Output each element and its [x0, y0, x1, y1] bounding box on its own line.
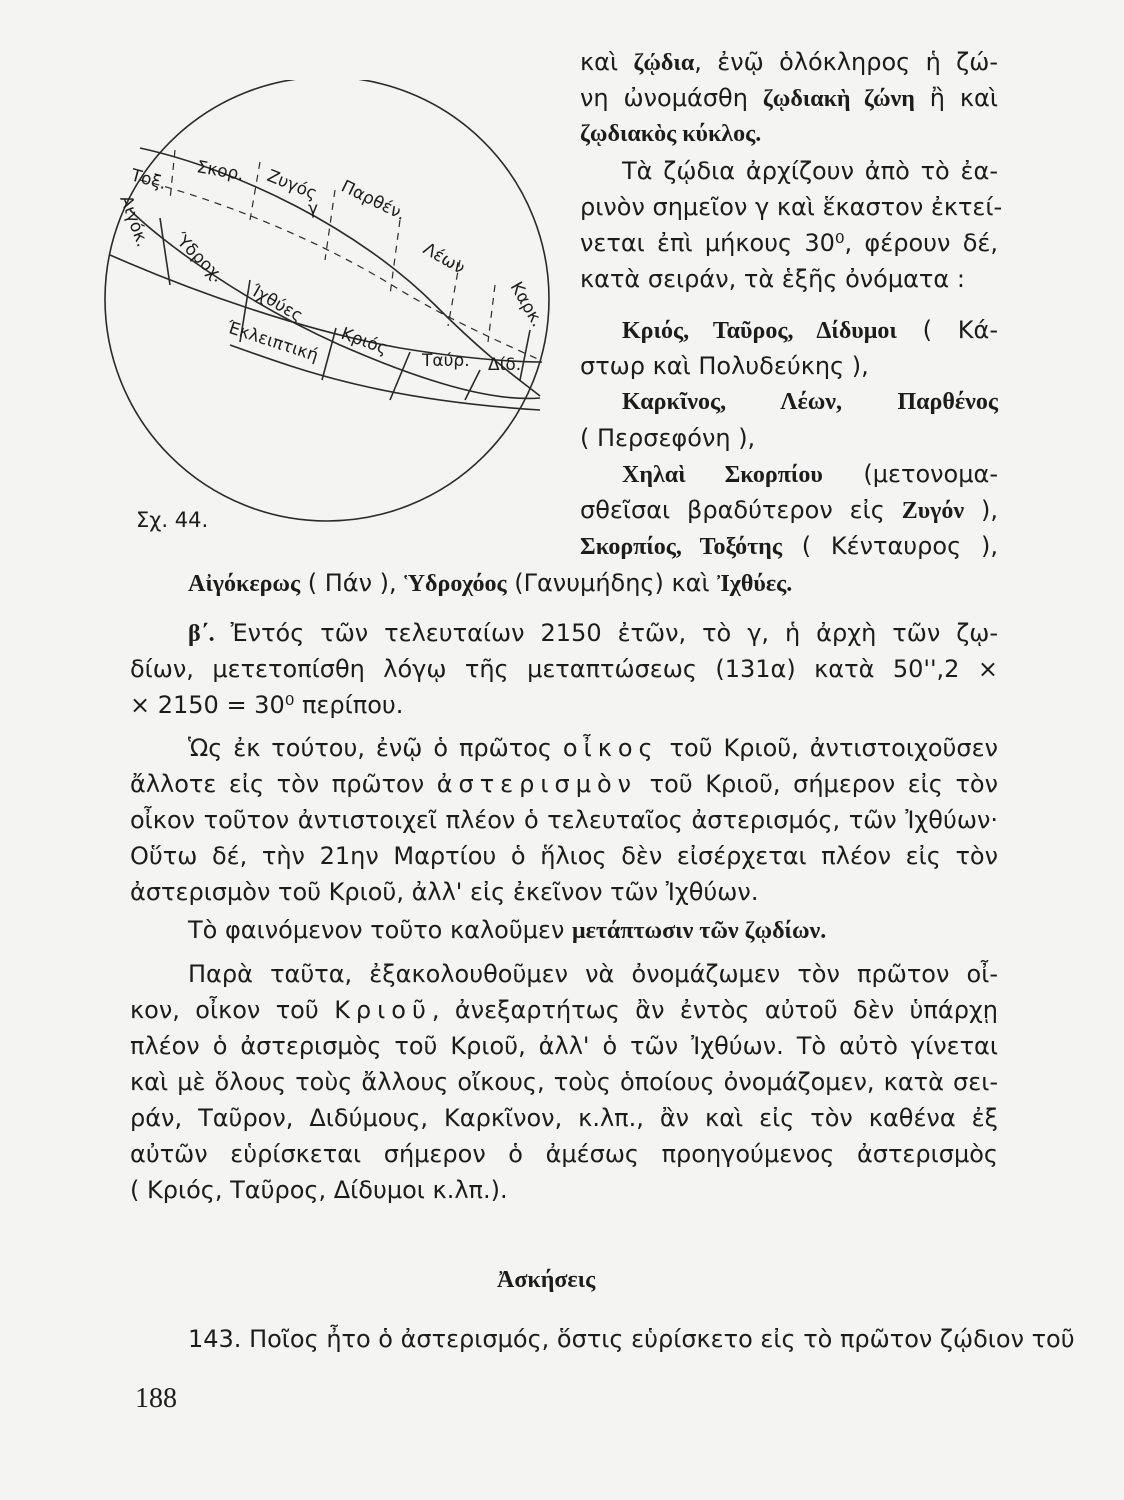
- band-divider: [520, 330, 530, 380]
- text-line: Καρκῖνος, Λέων, Παρθένος: [622, 389, 998, 415]
- band-divider: [160, 218, 170, 285]
- label-skorpios: Σκορ.: [195, 157, 246, 186]
- text-line: καὶ μὲ ὅλους τοὺς ἄλλους οἴκους, τοὺς ὁποίους ὀνομάζομεν, κατὰ σει-: [130, 1068, 998, 1096]
- label-toxotis: Τοξ.: [128, 165, 169, 195]
- label-ydrochoos: Ύδροχ.: [170, 229, 228, 287]
- text-line: καὶ ζῴδια, ἐνῷ ὁλόκληρος ἡ ζώ-: [580, 48, 998, 76]
- text-line: Παρὰ ταῦτα, ἐξακολουθοῦμεν νὰ ὀνομάζωμεν τὸν πρῶτον οἶ-: [188, 960, 998, 988]
- label-ekleiptiki: Έκλειπτική: [224, 317, 321, 367]
- text-line: δίων, μετετοπίσθη λόγῳ τῆς μεταπτώσεως (131α) κατὰ 50'',2 ×: [130, 655, 998, 683]
- label-gamma: γ: [308, 199, 319, 219]
- text-line: Αἰγόκερως ( Πάν ), Ὑδροχόος (Γανυμήδης) καὶ Ἰχθύες.: [188, 569, 793, 597]
- text-line: Οὕτω δέ, τὴν 21ην Μαρτίου ὁ ἥλιος δὲν εἰσέρχεται πλέον εἰς τὸν: [130, 842, 998, 870]
- text-line: νεται ἐπὶ μήκους 30⁰, φέρουν δέ,: [580, 229, 998, 257]
- text-line: Κριός, Ταῦρος, Δίδυμοι ( Κά-: [622, 316, 999, 344]
- band-divider: [465, 370, 480, 400]
- zodiac-sphere-figure: [100, 80, 570, 540]
- text-line: β΄. Ἐντός τῶν τελευταίων 2150 ἐτῶν, τὸ γ, ἡ ἀρχὴ τῶν ζῳ-: [188, 619, 998, 647]
- text-line: ( Κριός, Ταῦρος, Δίδυμοι κ.λπ.).: [130, 1176, 508, 1204]
- label-leon: Λέων: [419, 239, 469, 279]
- label-parthenos: Παρθέν.: [337, 176, 409, 225]
- page-number: 188: [135, 1383, 177, 1414]
- band-divider: [322, 328, 336, 380]
- text-line: αὐτῶν εὑρίσκεται σήμερον ὁ ἀμέσως προηγούμενος ἀστερισμὸς: [130, 1140, 998, 1168]
- text-line: ( Περσεφόνη ),: [580, 424, 756, 452]
- label-karkinos: Καρκ.: [505, 278, 548, 331]
- label-krios: Κριός: [338, 323, 391, 360]
- text-line: Σκορπίος, Τοξότης ( Κένταυρος ),: [580, 532, 998, 560]
- text-line: κατὰ σειράν, τὰ ἑξῆς ὀνόματα :: [580, 265, 965, 293]
- band-divider-back: [250, 162, 260, 220]
- band-divider-back: [390, 220, 400, 295]
- text-line: Τὸ φαινόμενον τοῦτο καλοῦμεν μετάπτωσιν τῶν ζῳδίων.: [188, 916, 827, 944]
- text-line: στωρ καὶ Πολυδεύκης ),: [580, 352, 869, 380]
- text-line: σθεῖσαι βραδύτερον εἰς Ζυγόν ),: [580, 496, 998, 524]
- text-line: ράν, Ταῦρον, Διδύμους, Καρκῖνον, κ.λπ., ἂν καὶ εἰς τὸν καθένα ἐξ: [130, 1104, 998, 1132]
- text-line: ἄλλοτε εἰς τὸν πρῶτον ἀστερισμὸν τοῦ Κριοῦ, σήμερον εἰς τὸν: [130, 770, 998, 798]
- text-line: Ὡς ἐκ τούτου, ἐνῷ ὁ πρῶτος οἶκος τοῦ Κριοῦ, ἀντιστοιχοῦσεν: [188, 734, 999, 762]
- text-line: Τὰ ζῴδια ἀρχίζουν ἀπὸ τὸ ἐα-: [622, 157, 998, 185]
- celestial-sphere-outline: [105, 80, 549, 521]
- band-divider-back: [488, 285, 495, 342]
- section-heading: Ἀσκήσεις: [497, 1267, 596, 1293]
- text-line: ἀστερισμὸν τοῦ Κριοῦ, ἀλλ' εἰς ἐκεῖνον τῶν Ἰχθύων.: [130, 878, 759, 906]
- text-line: ρινὸν σημεῖον γ καὶ ἕκαστον ἐκτεί-: [580, 193, 1003, 221]
- label-didymoi: Δίδ.: [488, 355, 522, 375]
- text-line: κον, οἶκον τοῦ Κριοῦ, ἀνεξαρτήτως ἂν ἐντὸς αὐτοῦ δὲν ὑπάρχῃ: [130, 996, 998, 1024]
- text-line: νη ὠνομάσθη ζῳδιακὴ ζώνη ἢ καὶ: [580, 84, 999, 112]
- figure-caption: Σχ. 44.: [136, 508, 209, 532]
- label-aigokeros: Αιγόκ.: [115, 192, 153, 250]
- text-line: ζῳδιακὸς κύκλος.: [580, 121, 762, 147]
- exercise-item: 143. Ποῖος ἦτο ὁ ἀστερισμός, ὅστις εὑρίσκετο εἰς τὸ πρῶτον ζῴδιον τοῦ: [188, 1325, 1075, 1353]
- label-ichthyes: Ίχθύες: [247, 281, 307, 327]
- text-line: πλέον ὁ ἀστερισμὸς τοῦ Κριοῦ, ἀλλ' ὁ τῶν Ἰχθύων. Τὸ αὐτὸ γίνεται: [130, 1032, 998, 1060]
- text-line: οἶκον τοῦτον ἀντιστοιχεῖ πλέον ὁ τελευταῖος ἀστερισμός, τῶν Ἰχθύων·: [130, 806, 998, 834]
- label-tavros: Ταύρ.: [422, 351, 470, 371]
- text-line: × 2150 = 30⁰ περίπου.: [130, 691, 404, 719]
- label-zygos: Ζυγός: [264, 166, 320, 205]
- text-line: Χηλαὶ Σκορπίου (μετονομα-: [622, 460, 998, 488]
